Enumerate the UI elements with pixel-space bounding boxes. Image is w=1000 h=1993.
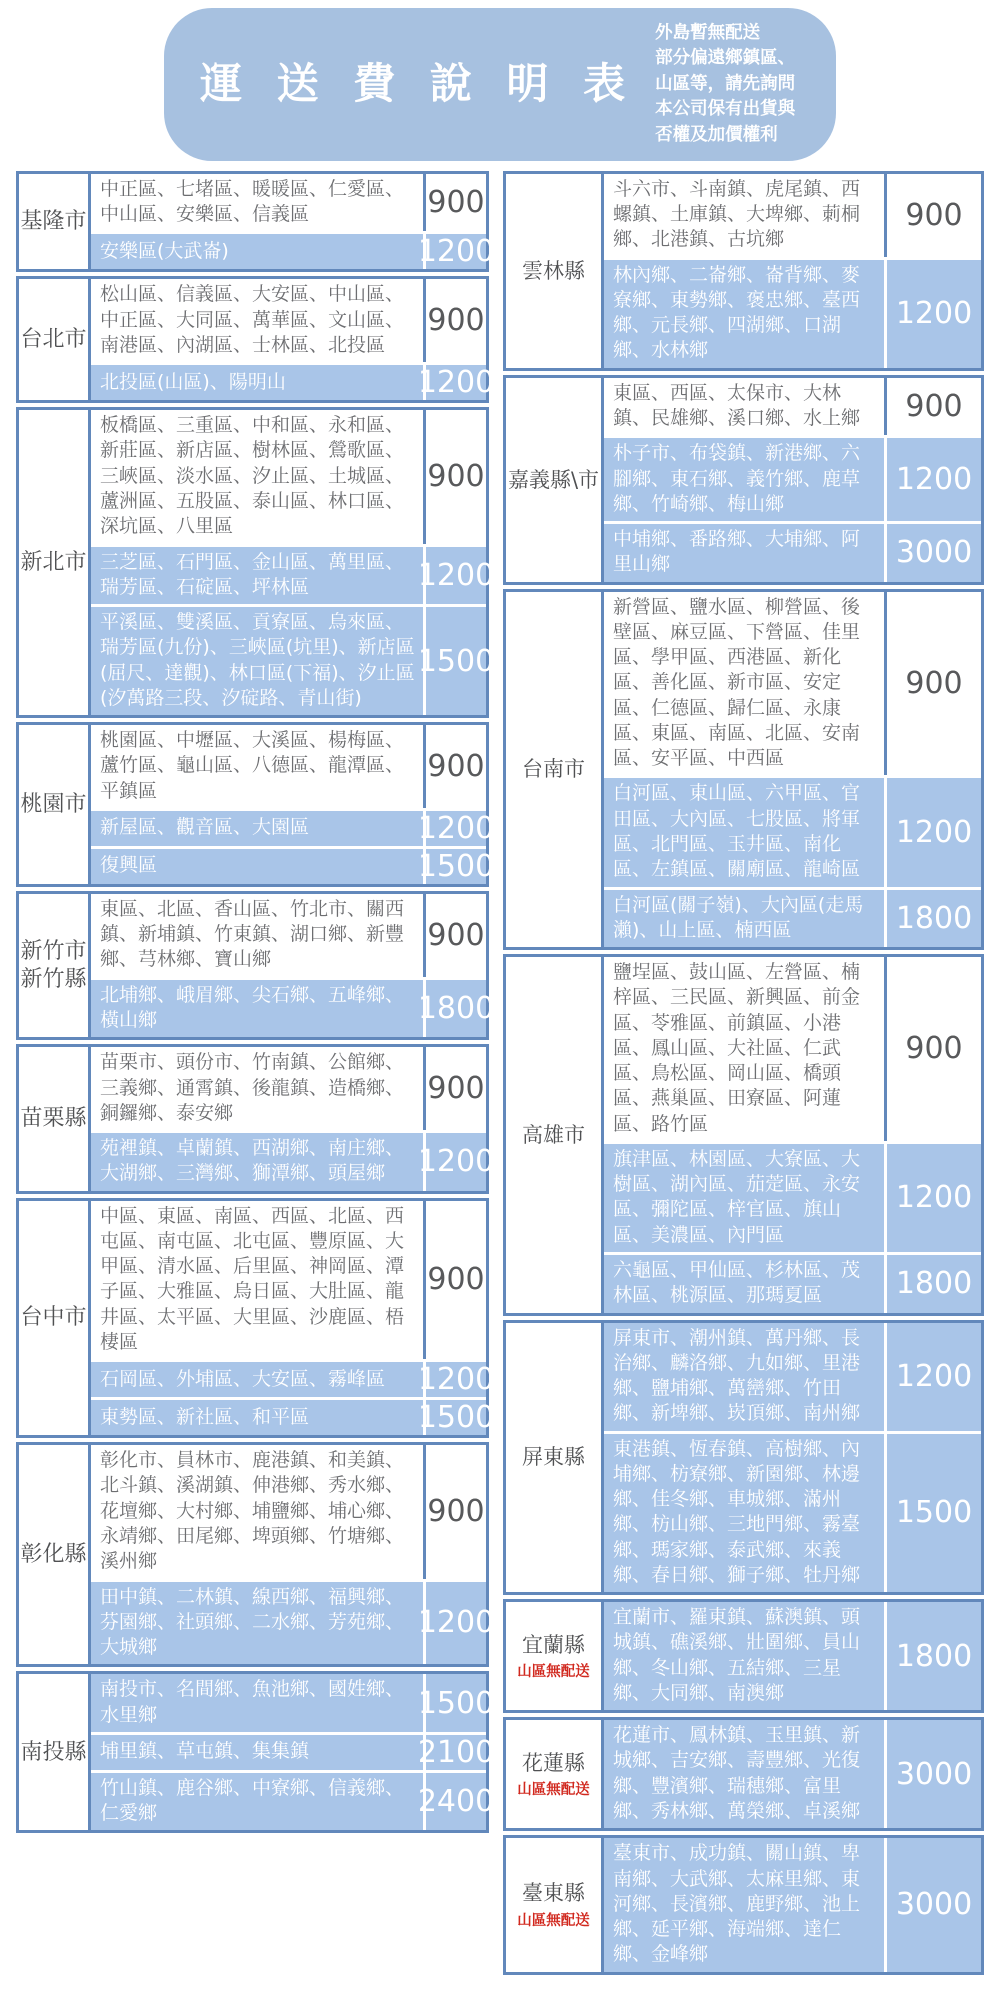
price-value: 1200 [423, 1582, 486, 1665]
fee-row [91, 980, 495, 1038]
fee-row [91, 894, 486, 977]
area-list: 板橋區、三重區、中和區、永和區、新莊區、新店區、樹林區、鶯歌區、三峽區、淡水區、汐止區、土城區、蘆洲區、五股區、泰山區、林口區、深坑區、八里區 [100, 414, 405, 538]
fee-row [604, 524, 981, 582]
price-value: 900 [884, 592, 981, 776]
fee-rows [91, 725, 495, 884]
price-value: 900 [423, 279, 486, 362]
area-list: 苑裡鎮、卓蘭鎮、西湖鄉、南庄鄉、大湖鄉、三灣鄉、獅潭鄉、頭屋鄉 [100, 1137, 405, 1185]
fee-row [604, 890, 981, 948]
fee-row [91, 1047, 486, 1130]
county-block [16, 276, 495, 403]
region-label-cell [19, 894, 91, 1037]
area-list: 白河區、東山區、六甲區、官田區、大內區、七股區、將軍區、北門區、玉井區、南化區、左鎮區、關廟區、龍崎區 [613, 782, 861, 881]
fee-row [91, 1734, 495, 1770]
price-value: 900 [423, 1201, 486, 1360]
price-value: 3000 [884, 1720, 981, 1828]
area-list: 新營區、鹽水區、柳營區、後壁區、麻豆區、下營區、佳里區、學甲區、西港區、新化區、善化區、新市區、安定區、仁德區、歸仁區、永康區、東區、南區、北區、安南區、安平區、中西區 [613, 595, 861, 770]
fee-row [91, 1773, 495, 1831]
fee-rows [604, 1720, 981, 1828]
region-label-cell [19, 410, 91, 715]
county-block [503, 1835, 984, 1974]
fee-tables [0, 171, 1000, 1993]
fee-rows [91, 1674, 495, 1830]
area-list: 鹽埕區、鼓山區、左營區、楠梓區、三民區、新興區、前金區、苓雅區、前鎮區、小港區、鳳山區、大社區、仁武區、鳥松區、岡山區、橋頭區、燕巢區、田寮區、阿蓮區、路竹區 [613, 961, 861, 1135]
price-value: 1200 [884, 260, 981, 368]
fee-row [91, 1201, 486, 1360]
fee-row [91, 1133, 495, 1191]
fee-rows [91, 1201, 495, 1436]
region-label: 嘉義縣\市 [507, 467, 600, 492]
area-list: 北埔鄉、峨眉鄉、尖石鄉、五峰鄉、橫山鄉 [100, 983, 405, 1031]
price-value: 900 [423, 1445, 486, 1578]
county-block [16, 407, 495, 718]
fee-rows [604, 1602, 981, 1710]
fee-rows [604, 592, 981, 947]
area-list: 東區、北區、香山區、竹北市、關西鎮、新埔鎮、竹東鎮、湖口鄉、新豐鄉、芎林鄉、寶山鄉 [100, 897, 405, 971]
area-list: 東港鎮、恆春鎮、高樹鄉、內埔鄉、枋寮鄉、新園鄉、林邊鄉、佳冬鄉、車城鄉、滿州鄉、枋山鄉、三地門鄉、霧臺鄉、瑪家鄉、泰武鄉、來義鄉、春日鄉、獅子鄉、牡丹鄉 [613, 1437, 861, 1586]
region-label: 屏東縣 [522, 1445, 585, 1470]
county-block [16, 1671, 495, 1833]
area-list: 東區、西區、太保市、大林鎮、民雄鄉、溪口鄉、水上鄉 [613, 381, 861, 429]
note-line: 本公司保有出貨與否權及加價權利 [655, 99, 796, 145]
area-list: 桃園區、中壢區、大溪區、楊梅區、蘆竹區、龜山區、八德區、龍潭區、平鎮區 [100, 729, 405, 802]
region-label-cell [506, 592, 604, 947]
fee-row [604, 378, 981, 436]
area-list: 旗津區、林園區、大寮區、大樹區、湖內區、茄萣區、永安區、彌陀區、梓官區、旗山區、美濃區、內門區 [613, 1147, 861, 1246]
county-block [503, 954, 984, 1315]
price-value: 1200 [417, 365, 495, 401]
county-block [503, 375, 984, 585]
price-value: 900 [423, 174, 486, 232]
fee-rows [91, 174, 495, 270]
price-value: 1800 [884, 890, 981, 948]
price-value: 1800 [884, 1602, 981, 1710]
region-label-cell [506, 378, 604, 582]
region-label-cell [19, 1201, 91, 1436]
region-label-cell [506, 1602, 604, 1710]
price-value: 1500 [417, 848, 495, 884]
fee-row [91, 725, 486, 808]
fee-row [91, 1362, 495, 1398]
region-label-cell [506, 1838, 604, 1971]
fee-row [604, 1434, 981, 1593]
area-list: 白河區(關子嶺)、大內區(走馬瀨)、山上區、楠西區 [613, 893, 864, 941]
county-block [16, 722, 495, 887]
region-label: 臺東縣 [522, 1881, 585, 1906]
area-list: 北投區(山區)、陽明山 [100, 370, 286, 393]
fee-row [604, 1144, 981, 1252]
fee-row [91, 547, 495, 605]
area-list: 中正區、七堵區、暖暖區、仁愛區、中山區、安樂區、信義區 [100, 177, 405, 226]
region-label-cell [19, 1047, 91, 1190]
fee-row [604, 260, 981, 368]
area-list: 竹山鎮、鹿谷鄉、中寮鄉、信義鄉、仁愛鄉 [100, 1776, 405, 1825]
price-value: 1200 [423, 547, 486, 605]
price-value: 1800 [884, 1255, 981, 1313]
header-notes [655, 21, 806, 148]
note-line: 外島暫無配送 [655, 23, 761, 43]
county-block [16, 1442, 495, 1667]
county-block [16, 171, 495, 273]
county-block [503, 1599, 984, 1713]
area-list: 宜蘭市、羅東鎮、蘇澳鎮、頭城鎮、礁溪鄉、壯圍鄉、員山鄉、冬山鄉、五結鄉、三星鄉、大同鄉、南澳鄉 [613, 1606, 861, 1704]
page-title: 運 送 費 說 明 表 [200, 59, 636, 109]
area-list: 石岡區、外埔區、大安區、霧峰區 [100, 1367, 386, 1390]
fee-row [604, 1720, 981, 1828]
fee-rows [91, 410, 495, 715]
price-value: 900 [884, 174, 981, 257]
fee-row [91, 365, 495, 401]
price-value: 900 [423, 1047, 486, 1130]
fee-row [91, 848, 495, 884]
area-list: 三芝區、石門區、金山區、萬里區、瑞芳區、石碇區、坪林區 [100, 550, 405, 598]
price-value: 900 [423, 410, 486, 543]
region-label-cell [506, 174, 604, 368]
area-list: 屏東市、潮州鎮、萬丹鄉、長治鄉、麟洛鄉、九如鄉、里港鄉、鹽埔鄉、萬巒鄉、竹田鄉、新埤鄉、崁頂鄉、南州鄉 [613, 1326, 861, 1425]
area-list: 中區、東區、南區、西區、北區、西屯區、南屯區、北屯區、豐原區、大甲區、清水區、后里區、神岡區、潭子區、大雅區、烏日區、大肚區、龍井區、太平區、大里區、沙鹿區、梧棲區 [100, 1204, 405, 1353]
region-label: 苗栗縣 [20, 1106, 87, 1132]
fee-rows [604, 1838, 981, 1971]
price-value: 1500 [423, 1674, 486, 1732]
area-list: 六龜區、甲仙區、杉林區、茂林區、桃源區、那瑪夏區 [613, 1258, 861, 1307]
region-label: 高雄市 [522, 1122, 585, 1147]
region-label-cell [506, 1323, 604, 1593]
region-label-cell [506, 957, 604, 1312]
county-block [503, 171, 984, 371]
county-block [16, 1198, 495, 1439]
county-block [503, 1320, 984, 1596]
area-list: 東勢區、新社區、和平區 [100, 1405, 310, 1428]
no-mountain-delivery-note: 山區無配送 [517, 1663, 590, 1680]
price-value: 1200 [884, 438, 981, 521]
price-value: 900 [423, 725, 486, 808]
price-value: 1200 [417, 810, 495, 846]
fee-row [604, 1602, 981, 1710]
fee-rows [604, 1323, 981, 1593]
fee-rows [91, 1047, 495, 1190]
fee-rows [91, 894, 495, 1037]
no-mountain-delivery-note: 山區無配送 [517, 1781, 590, 1798]
area-list: 復興區 [100, 854, 158, 877]
area-list: 林內鄉、二崙鄉、崙背鄉、麥寮鄉、東勢鄉、褒忠鄉、臺西鄉、元長鄉、四湖鄉、口湖鄉、水林鄉 [613, 263, 861, 362]
price-value: 1200 [884, 778, 981, 886]
area-list: 平溪區、雙溪區、貢寮區、烏來區、瑞芳區(九份)、三峽區(坑里)、新店區(屈尺、達觀)、林口區(下福)、汐止區(汐萬路三段、汐碇路、青山街) [100, 611, 415, 709]
area-list: 苗栗市、頭份市、竹南鎮、公館鄉、三義鄉、通霄鎮、後龍鎮、造橋鄉、銅鑼鄉、泰安鄉 [100, 1051, 405, 1124]
fee-row [604, 1255, 981, 1313]
fee-row [91, 1674, 495, 1732]
county-block [503, 1717, 984, 1831]
price-value: 1500 [423, 607, 486, 715]
region-label: 新北市 [20, 549, 87, 575]
area-list: 斗六市、斗南鎮、虎尾鎮、西螺鎮、土庫鎮、大埤鄉、莿桐鄉、北港鎮、古坑鄉 [613, 177, 861, 251]
price-value: 1200 [884, 1144, 981, 1252]
region-label: 台北市 [20, 327, 87, 353]
fee-rows [91, 279, 495, 401]
fee-row [604, 1838, 981, 1971]
price-value: 1500 [417, 1400, 495, 1436]
region-label: 花蓮縣 [522, 1750, 585, 1775]
region-label: 南投縣 [20, 1739, 87, 1765]
area-list: 臺東市、成功鎮、關山鎮、卑南鄉、大武鄉、太麻里鄉、東河鄉、長濱鄉、鹿野鄉、池上鄉、延平鄉、海端鄉、達仁鄉、金峰鄉 [613, 1842, 861, 1966]
region-label: 台中市 [20, 1305, 87, 1331]
region-label-cell [19, 1445, 91, 1664]
price-value: 2400 [423, 1773, 486, 1831]
price-value: 3000 [884, 1838, 981, 1971]
region-label-cell [506, 1720, 604, 1828]
region-label: 台南市 [522, 757, 585, 782]
fee-row [91, 607, 495, 715]
area-list: 松山區、信義區、大安區、中山區、中正區、大同區、萬華區、文山區、南港區、內湖區、士林區、北投區 [100, 283, 405, 356]
fee-rows [604, 957, 981, 1312]
region-label-cell [19, 1674, 91, 1830]
price-value: 900 [884, 957, 981, 1141]
area-list: 新屋區、觀音區、大園區 [100, 816, 310, 839]
fee-row [604, 438, 981, 521]
price-value: 1800 [423, 980, 486, 1038]
note-line: 部分偏遠鄉鎮區、山區等，請先詢問 [655, 48, 796, 94]
fee-row [91, 410, 486, 543]
fee-row [91, 174, 486, 232]
fee-row [604, 778, 981, 886]
region-label: 新竹市新竹縣 [20, 939, 87, 992]
county-block [503, 589, 984, 950]
fee-row [604, 957, 981, 1141]
price-value: 2100 [417, 1734, 495, 1770]
fee-row [91, 1445, 486, 1578]
region-label-cell [19, 174, 91, 270]
fee-row [604, 1323, 981, 1431]
area-list: 花蓮市、鳳林鎮、玉里鎮、新城鄉、吉安鄉、壽豐鄉、光復鄉、豐濱鄉、瑞穗鄉、富里鄉、秀林鄉、萬榮鄉、卓溪鄉 [613, 1724, 861, 1823]
fee-row [91, 279, 486, 362]
fee-row [91, 810, 495, 846]
region-label: 宜蘭縣 [522, 1632, 585, 1657]
fee-row [604, 174, 981, 257]
fee-row [604, 592, 981, 776]
fee-row [91, 234, 495, 270]
price-value: 1200 [884, 1323, 981, 1431]
area-list: 埔里鎮、草屯鎮、集集鎮 [100, 1740, 310, 1763]
area-list: 彰化市、員林市、鹿港鎮、和美鎮、北斗鎮、溪湖鎮、伸港鄉、秀水鄉、花壇鄉、大村鄉、埔鹽鄉、埔心鄉、永靖鄉、田尾鄉、埤頭鄉、竹塘鄉、溪州鄉 [100, 1449, 405, 1573]
price-value: 900 [884, 378, 981, 436]
region-label-cell [19, 725, 91, 884]
fee-row [91, 1400, 495, 1436]
no-mountain-delivery-note: 山區無配送 [517, 1912, 590, 1929]
fee-rows [604, 378, 981, 582]
fee-column-east [503, 171, 984, 1979]
price-value: 1200 [417, 1362, 495, 1398]
region-label-cell [19, 279, 91, 400]
area-list: 安樂區(大武崙) [100, 239, 229, 262]
region-label: 彰化縣 [20, 1541, 87, 1567]
fee-column-west [16, 171, 495, 1979]
price-value: 900 [423, 894, 486, 977]
fee-row [91, 1582, 495, 1665]
title-banner [164, 8, 836, 161]
price-value: 1200 [417, 234, 495, 270]
price-value: 1500 [884, 1434, 981, 1593]
region-label: 雲林縣 [522, 258, 585, 283]
header [0, 0, 1000, 171]
area-list: 朴子市、布袋鎮、新港鄉、六腳鄉、東石鄉、義竹鄉、鹿草鄉、竹崎鄉、梅山鄉 [613, 442, 861, 515]
price-value: 3000 [884, 524, 981, 582]
region-label: 基隆市 [20, 208, 87, 234]
area-list: 田中鎮、二林鎮、線西鄉、福興鄉、芬園鄉、社頭鄉、二水鄉、芳苑鄉、大城鄉 [100, 1585, 405, 1659]
area-list: 南投市、名間鄉、魚池鄉、國姓鄉、水里鄉 [100, 1678, 405, 1726]
county-block [16, 891, 495, 1040]
fee-rows [91, 1445, 495, 1664]
area-list: 中埔鄉、番路鄉、大埔鄉、阿里山鄉 [613, 528, 861, 576]
region-label: 桃園市 [20, 791, 87, 817]
price-value: 1200 [423, 1133, 486, 1191]
county-block [16, 1044, 495, 1193]
fee-rows [604, 174, 981, 368]
